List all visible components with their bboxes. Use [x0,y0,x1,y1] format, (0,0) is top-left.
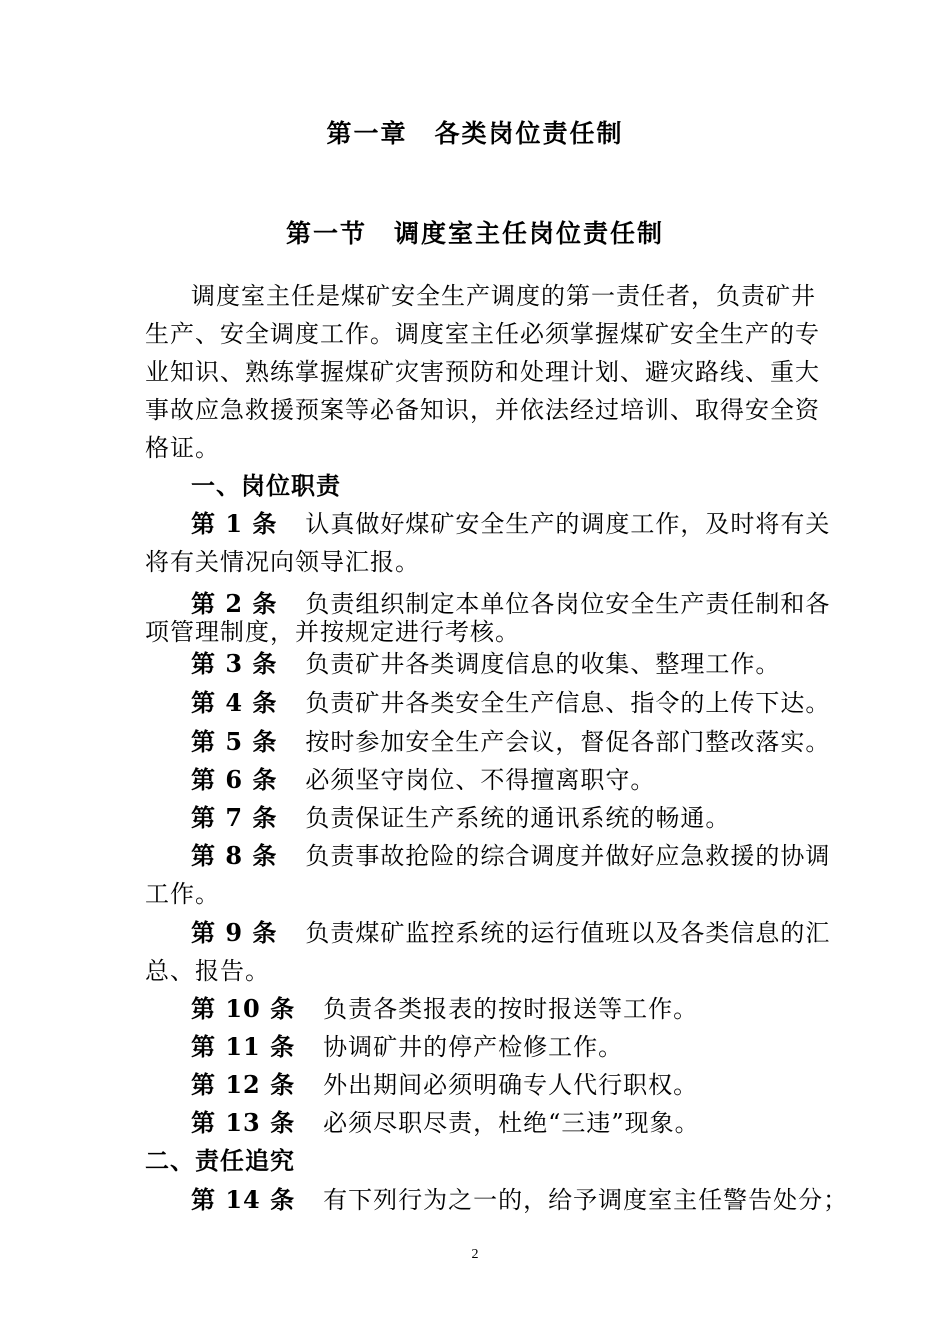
intro-line: 事故应急救援预案等必备知识，并依法经过培训、取得安全资 [145,396,820,424]
article-continuation: 工作。 [145,880,220,908]
page-number: 2 [471,1247,479,1262]
article-text: 负责保证生产系统的通讯系统的畅通。 [305,804,731,832]
article-text: 负责矿井各类安全生产信息、指令的上传下达。 [305,689,831,717]
article-5 [191,726,830,758]
heading-accountability: 二、责任追究 [145,1146,295,1175]
article-label: 第 14 条 [191,1185,296,1214]
article-text: 有下列行为之一的，给予调度室主任警告处分； [323,1186,849,1214]
article-label: 第 4 条 [191,688,278,717]
article-continuation: 将有关情况向领导汇报。 [145,548,420,576]
intro-line: 生产、安全调度工作。调度室主任必须掌握煤矿安全生产的专 [145,320,820,348]
heading-duties: 一、岗位职责 [191,471,341,500]
article-text: 负责各类报表的按时报送等工作。 [323,995,699,1023]
article-text: 负责组织制定本单位各岗位安全生产责任制和各 [305,590,831,618]
article-label: 第 9 条 [191,918,278,947]
article-text: 必须尽职尽责，杜绝“三违”现象。 [323,1109,700,1137]
article-label: 第 10 条 [191,994,296,1023]
section-title: 第一节 调度室主任岗位责任制 [285,219,664,248]
article-8 [191,840,830,872]
article-9 [191,917,830,949]
article-label: 第 6 条 [191,765,278,794]
article-label: 第 13 条 [191,1108,296,1137]
article-13 [191,1107,700,1139]
article-14 [191,1184,848,1216]
article-1 [191,508,830,540]
article-12 [191,1069,698,1101]
article-label: 第 1 条 [191,509,278,538]
chapter-title: 第一章 各类岗位责任制 [326,119,624,148]
article-continuation: 总、报告。 [145,957,270,985]
article-text: 按时参加安全生产会议，督促各部门整改落实。 [305,728,831,756]
article-7 [191,802,730,834]
article-label: 第 8 条 [191,841,278,870]
article-text: 协调矿井的停产检修工作。 [323,1033,624,1061]
article-continuation: 项管理制度，并按规定进行考核。 [145,618,520,646]
article-10 [191,993,698,1025]
article-text: 负责煤矿监控系统的运行值班以及各类信息的汇 [305,919,831,947]
article-text: 负责事故抢险的综合调度并做好应急救援的协调 [305,842,831,870]
article-label: 第 7 条 [191,803,278,832]
article-label: 第 5 条 [191,727,278,756]
article-text: 负责矿井各类调度信息的收集、整理工作。 [305,650,781,678]
intro-line: 业知识、熟练掌握煤矿灾害预防和处理计划、避灾路线、重大 [145,358,820,386]
article-3 [191,648,780,680]
article-6 [191,764,655,796]
article-text: 必须坚守岗位、不得擅离职守。 [305,766,656,794]
article-text: 外出期间必须明确专人代行职权。 [323,1071,699,1099]
article-label: 第 3 条 [191,649,278,678]
article-label: 第 12 条 [191,1070,296,1099]
intro-line: 格证。 [145,434,220,462]
article-11 [191,1031,623,1063]
article-label: 第 2 条 [191,589,278,618]
article-4 [191,687,830,719]
article-text: 认真做好煤矿安全生产的调度工作，及时将有关 [305,510,831,538]
article-label: 第 11 条 [191,1032,296,1061]
intro-line: 调度室主任是煤矿安全生产调度的第一责任者，负责矿井 [191,282,816,310]
